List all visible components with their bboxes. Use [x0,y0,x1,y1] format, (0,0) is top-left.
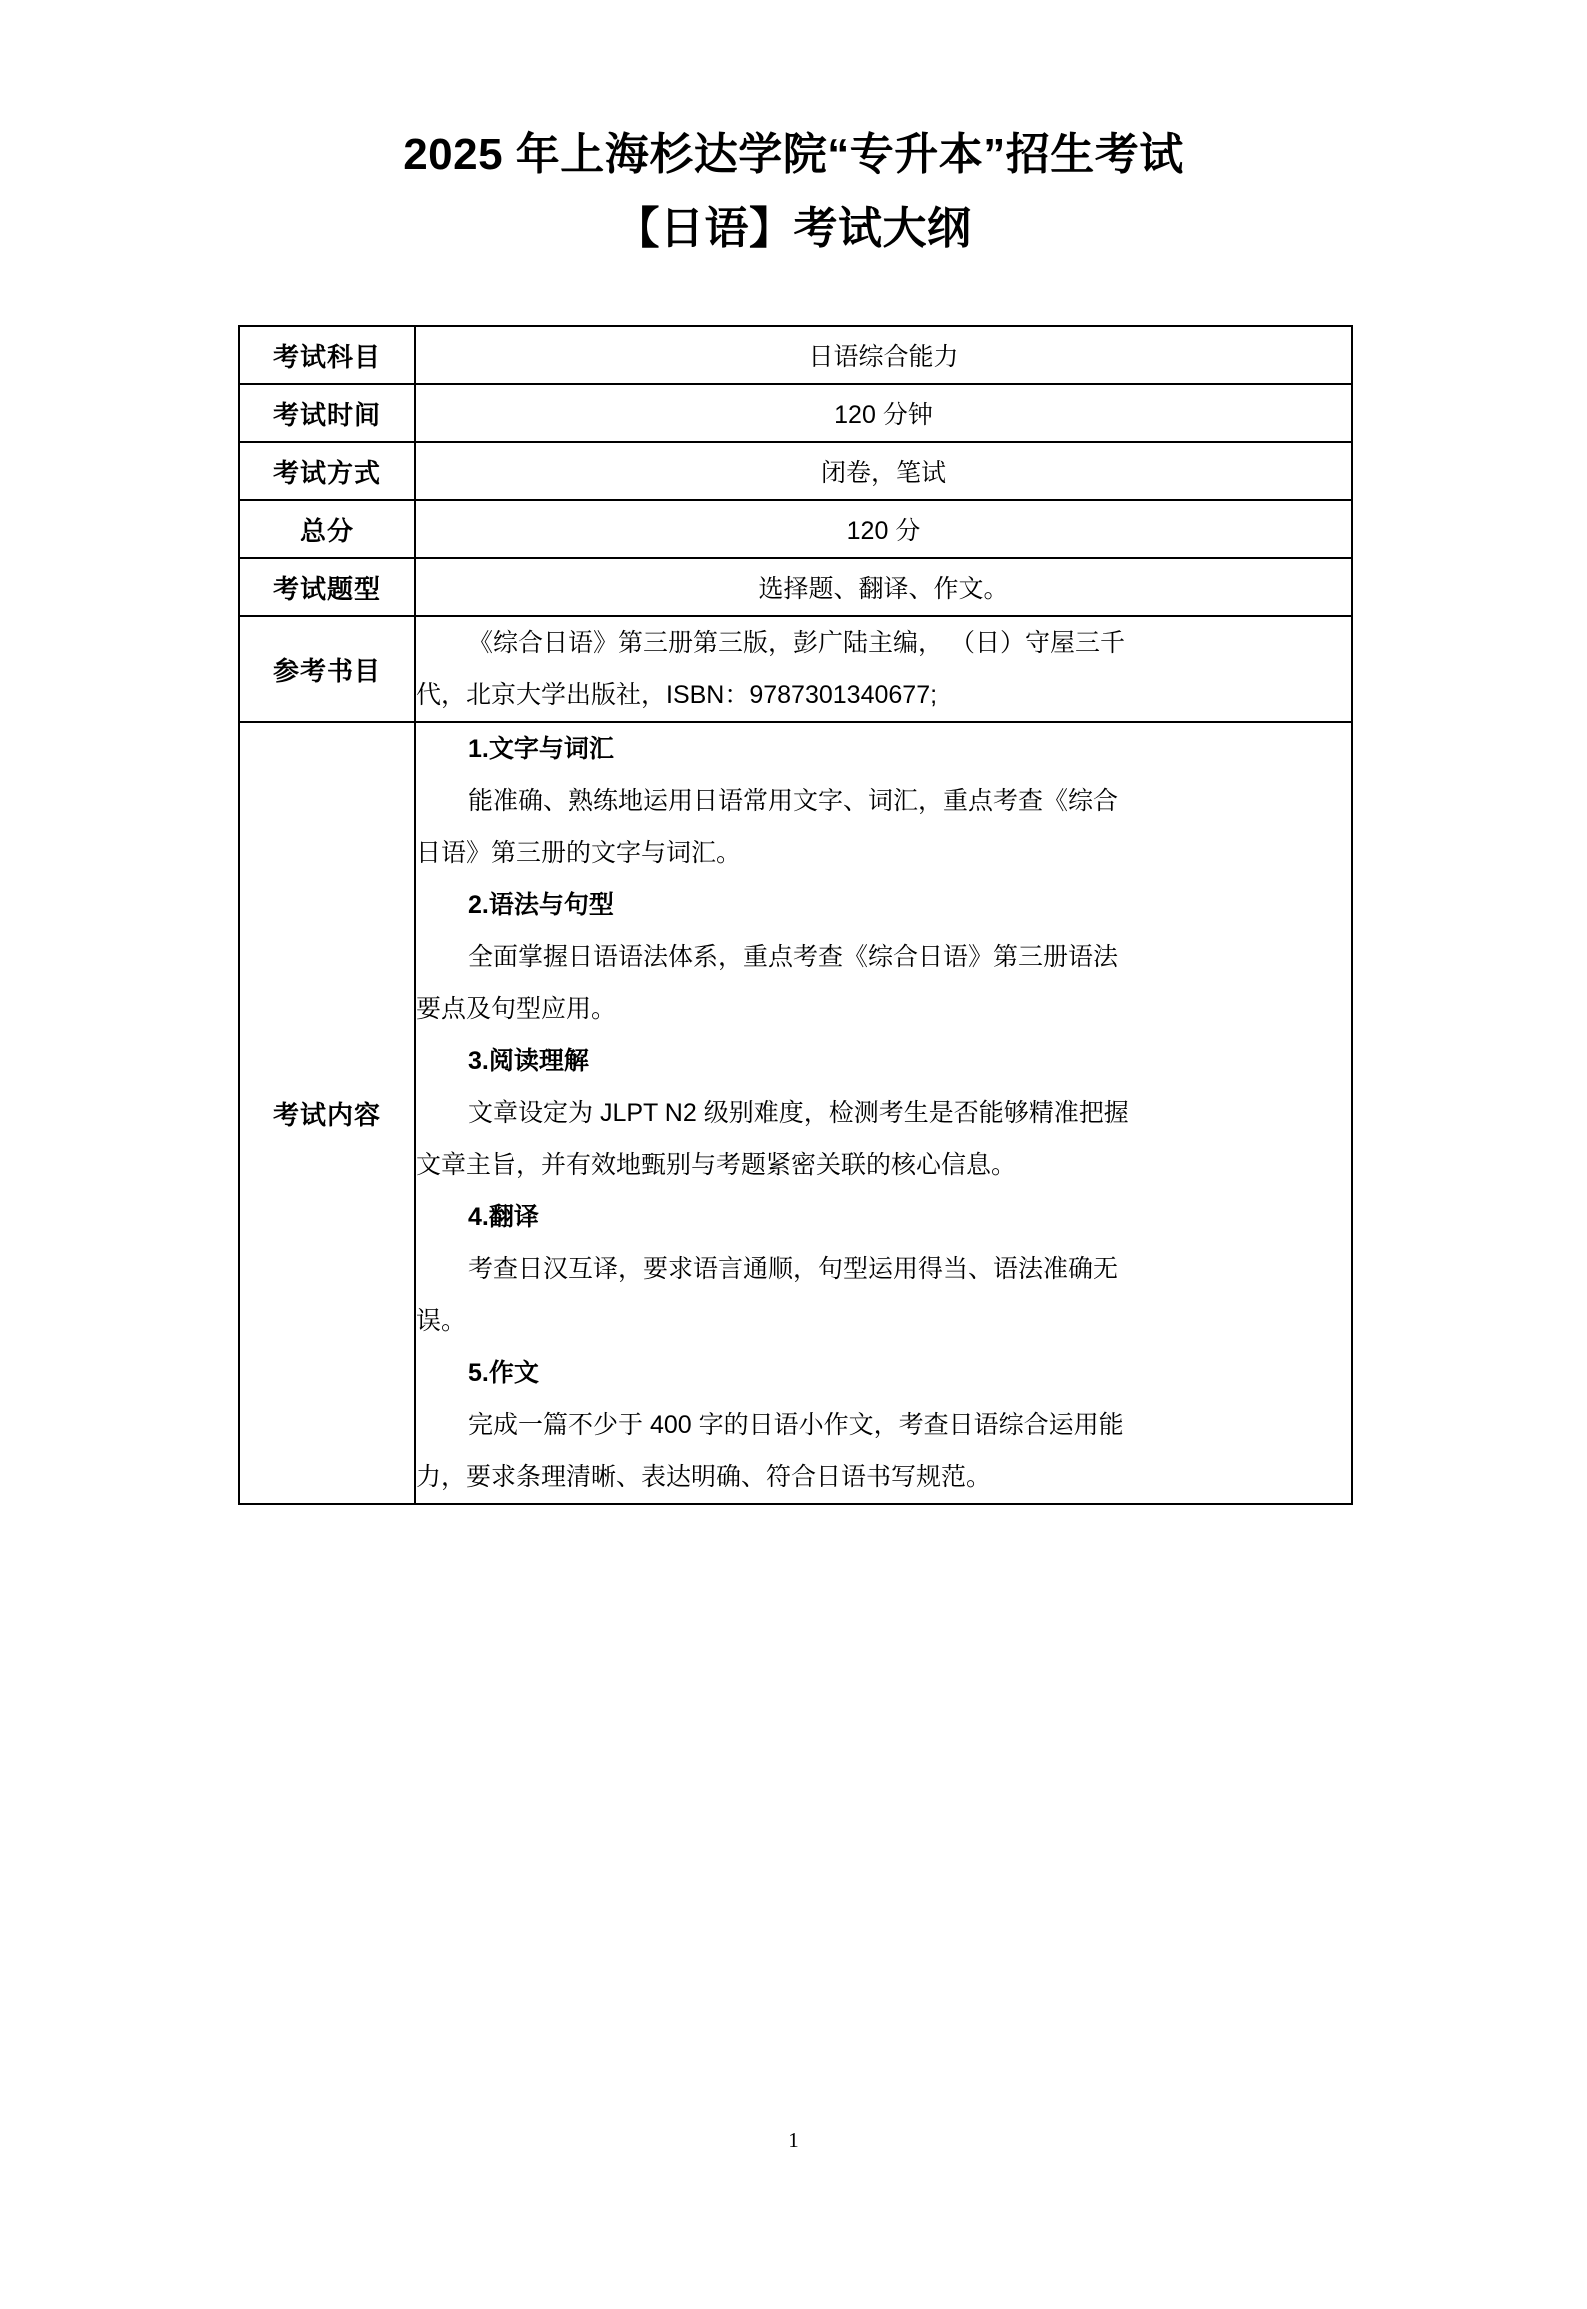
table-row [239,442,1352,500]
title-line-1: 2025 年上海杉达学院“专升本”招生考试 [403,130,1184,179]
table-row [239,326,1352,384]
content-section-body-5-line-1: 完成一篇不少于 400 字的日语小作文，考查日语综合运用能 [468,1411,1124,1439]
table-row [239,500,1352,558]
document-title [0,118,1587,266]
page-number: 1 [788,2128,799,2152]
row-value-total-score: 120 分 [415,500,1352,558]
content-section-heading-1: 1.文字与词汇 [468,735,614,763]
content-section-heading-2: 2.语法与句型 [468,891,614,919]
exam-outline-table [238,325,1353,1505]
content-section-body-2-line-2: 要点及句型应用。 [416,995,617,1023]
row-label-format: 考试方式 [239,442,415,500]
row-label-reference-books: 参考书目 [239,616,415,722]
row-label-total-score: 总分 [239,500,415,558]
row-value-subject: 日语综合能力 [415,326,1352,384]
row-value-format: 闭卷，笔试 [415,442,1352,500]
table-row-reference-books [239,616,1352,722]
content-section-body-3-line-1: 文章设定为 JLPT N2 级别难度，检测考生是否能够精准把握 [468,1099,1129,1127]
reference-books-line-1: 《综合日语》第三册第三版，彭广陆主编， （日）守屋三千 [468,629,1125,657]
row-label-subject: 考试科目 [239,326,415,384]
content-section-body-3-line-2: 文章主旨，并有效地甄别与考题紧密关联的核心信息。 [416,1151,1017,1179]
content-section-body-1-line-1: 能准确、熟练地运用日语常用文字、词汇，重点考查《综合 [468,787,1119,815]
row-label-exam-content: 考试内容 [239,722,415,1504]
table-row-exam-content [239,722,1352,1504]
table-row [239,384,1352,442]
content-section-heading-3: 3.阅读理解 [468,1047,589,1075]
content-section-body-4-line-2: 误。 [416,1307,467,1335]
content-section-heading-4: 4.翻译 [468,1203,539,1231]
content-section-body-4-line-1: 考查日汉互译，要求语言通顺，句型运用得当、语法准确无 [468,1255,1119,1283]
content-section-heading-5: 5.作文 [468,1359,539,1387]
row-value-duration: 120 分钟 [415,384,1352,442]
row-label-question-types: 考试题型 [239,558,415,616]
row-value-reference-books [415,616,1352,722]
row-value-question-types: 选择题、翻译、作文。 [415,558,1352,616]
content-section-body-2-line-1: 全面掌握日语语法体系，重点考查《综合日语》第三册语法 [468,943,1119,971]
content-section-body-5-line-2: 力，要求条理清晰、表达明确、符合日语书写规范。 [416,1463,992,1491]
row-label-duration: 考试时间 [239,384,415,442]
row-value-exam-content [415,722,1352,1504]
table-row [239,558,1352,616]
content-section-body-1-line-2: 日语》第三册的文字与词汇。 [416,839,742,867]
title-line-2: 【日语】考试大纲 [615,204,972,253]
reference-books-line-2: 代，北京大学出版社，ISBN：9787301340677; [416,681,938,709]
